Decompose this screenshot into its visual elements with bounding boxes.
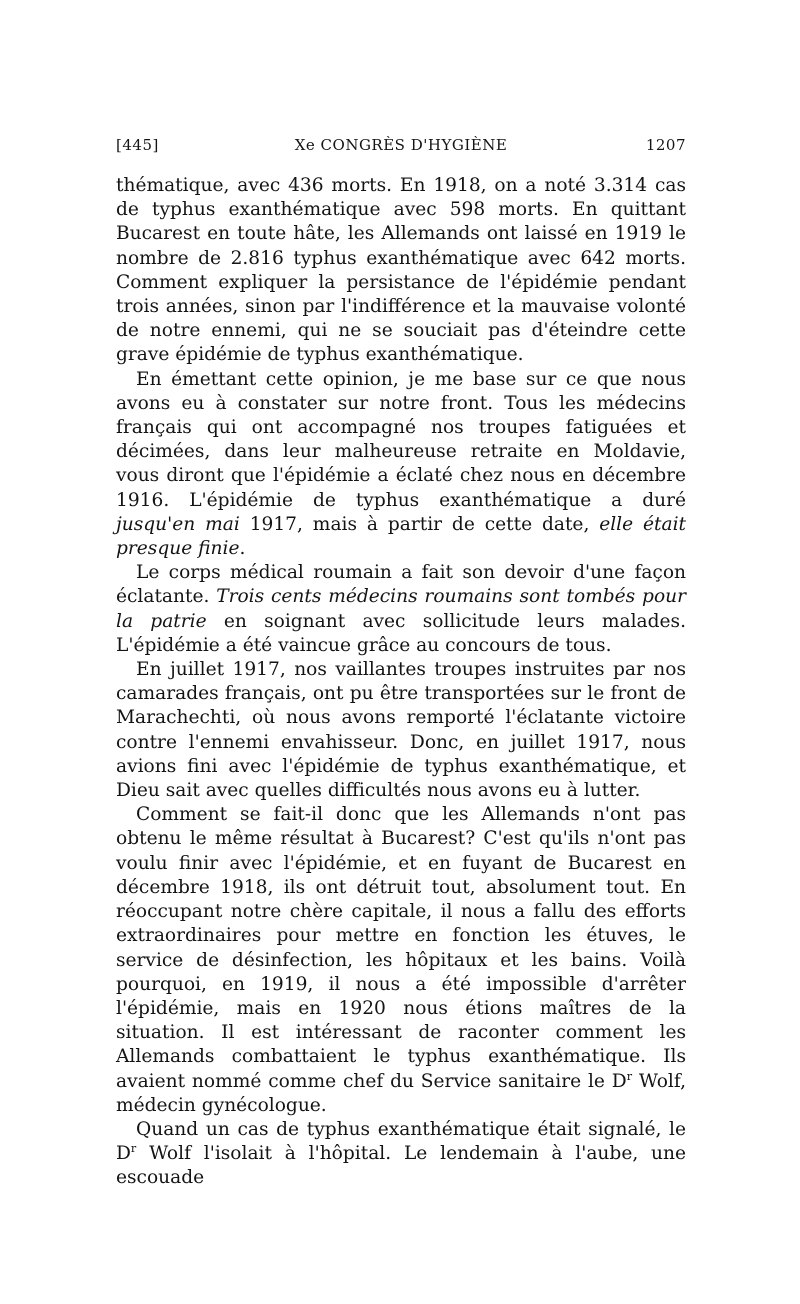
paragraph-6-text-a: Quand un cas de typhus exanthématique était signalé, le D [116,1118,686,1165]
paragraph-5-text-a: Comment se fait-il donc que les Allemands n'ont pas obtenu le même résultat à Bucarest? C'est qu'ils n'ont pas voulu finir avec l'épidémie, et en fuyant de Bucarest en décembre 1918, ils ont détruit tout, absolument tout. En réoccupant notre chère capitale, il nous a fallu des efforts extraordinaires pour mettre en fonction les étuves, le service de désinfection, les hôpitaux et les bains. Voilà pourquoi, en 1919, il nous a été impossible d'arrêter l'épidémie, mais en 1920 nous étions maîtres de la situation. Il est intéressant de raconter comment les Allemands combattaient le typhus exanthématique. Ils avaient nommé comme chef du Service sanitaire le D [116,804,686,1092]
paragraph-2 [116,368,686,562]
paragraph-3-text-a: Le corps médical roumain a fait son devoir d'une façon éclatante. [116,562,686,608]
running-header [116,136,686,160]
paragraph-2-text-b: 1917, mais à partir de cette date, [239,513,600,535]
paragraph-3-text-b: en soignant avec sollicitude leurs malades. L'épidémie a été vaincue grâce au concours de tous. [116,610,686,656]
paragraph-5 [116,803,686,1118]
paragraph-2-italic-b: elle était presque finie [116,513,686,560]
paragraph-6-text-b: Wolf l'isolait à l'hôpital. Le lendemain à l'aube, une escouade [116,1143,686,1189]
page-number: 1207 [645,136,686,154]
paragraph-6-superscript: r [130,1141,137,1155]
paragraph-5-text-b: Wolf, médecin gynécologue. [116,1070,687,1116]
paragraph-6 [116,1118,686,1191]
paragraph-2-text-c: . [239,538,246,560]
paragraph-1: thématique, avec 436 morts. En 1918, on a noté 3.314 cas de typhus exanthématique avec 598 morts. En quittant Bucarest en toute hâte, les Allemands ont laissé en 1919 le nombre de 2.816 typhus exanthématique avec 642 morts. Comment expliquer la persistance de l'épidémie pendant trois années, sinon par l'indifférence et la mauvaise volonté de notre ennemi, qui ne se souciait pas d'éteindre cette grave épidémie de typhus exanthématique. [116,175,686,366]
paragraph-4: En juillet 1917, nos vaillantes troupes instruites par nos camarades français, ont pu être transportées sur le front de Marachechti, où nous avons remporté l'éclatante victoire contre l'ennemi envahisseur. Donc, en juillet 1917, nous avions fini avec l'épidémie de typhus exanthématique, et Dieu sait avec quelles difficultés nous avons eu à lutter. [116,659,686,802]
paragraph-3-italic-a: Trois cents médecins roumains sont tombés pour la patrie [116,586,687,632]
paragraph-3 [116,561,686,658]
running-title: Xe CONGRÈS D'HYGIÈNE [294,136,508,154]
page-body [116,174,686,1191]
page-reference: [445] [116,136,159,154]
paragraph-2-italic-a: jusqu'en mai [116,513,240,535]
paragraph-5-superscript: r [626,1069,633,1083]
paragraph-2-text-a: En émettant cette opinion, je me base sur ce que nous avons eu à constater sur notre front. Tous les médecins français qui ont accompagné nos troupes fatiguées et décimées, dans leur malheureuse retraite en Moldavie, vous diront que l'épidémie a éclaté chez nous en décembre 1916. L'épidémie de typhus exanthématique a duré [116,368,686,511]
